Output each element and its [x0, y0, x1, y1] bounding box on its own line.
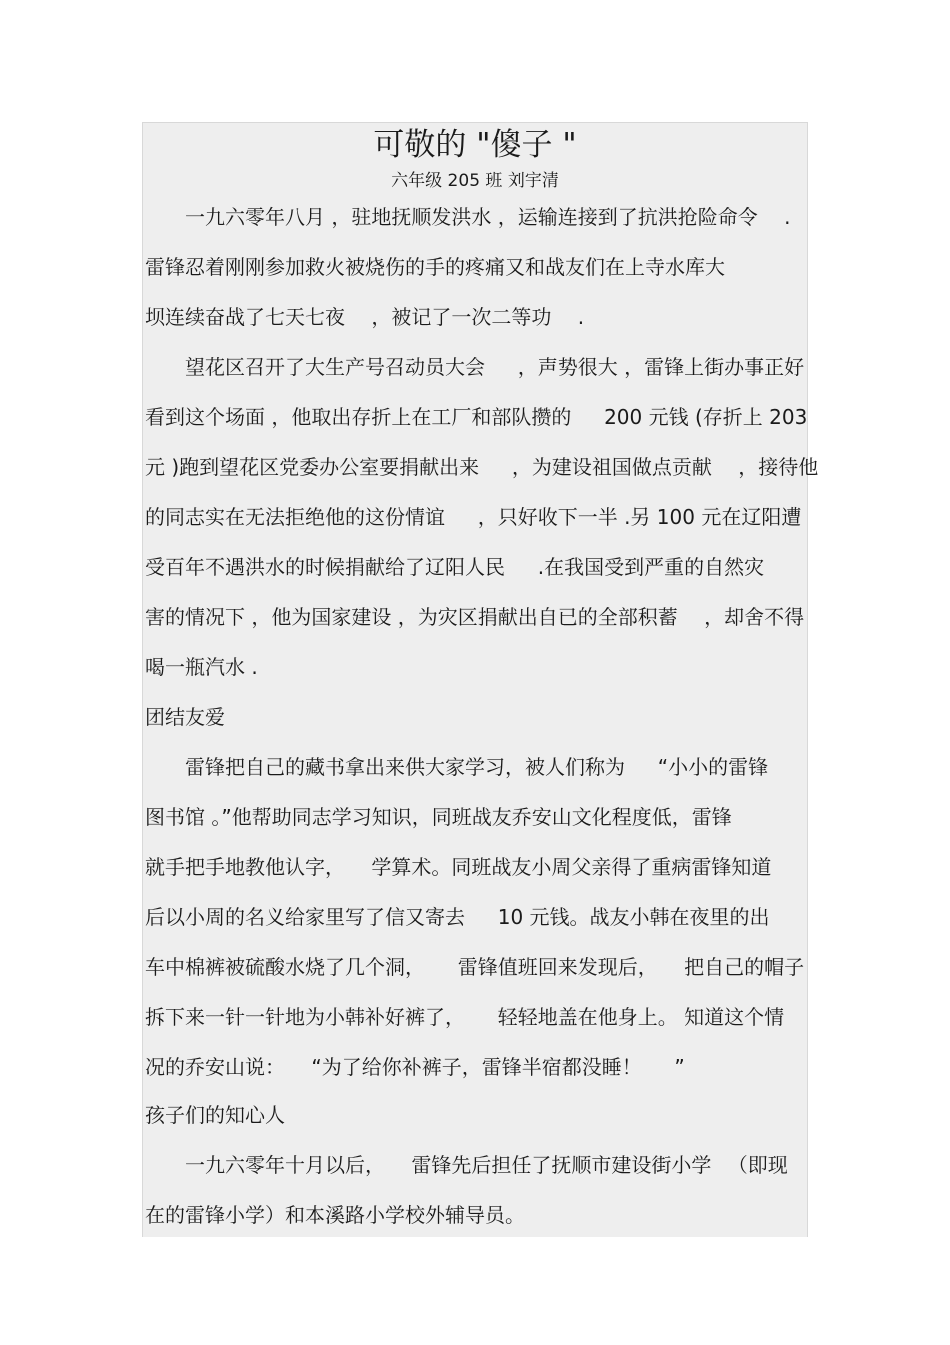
body-line: 后以小周的名义给家里写了信又寄去 10 元钱。战友小韩在夜里的出: [145, 905, 770, 929]
document-subtitle: 六年级 205 班 刘宇清: [391, 171, 559, 191]
body-line: 的同志实在无法拒绝他的这份情谊 ，只好收下一半 .另 100 元在辽阳遭: [145, 505, 802, 529]
body-line: 图书馆 。”他帮助同志学习知识，同班战友乔安山文化程度低，雷锋: [145, 805, 732, 829]
section-heading: 孩子们的知心人: [145, 1103, 285, 1127]
body-line: 一九六零年八月 ，驻地抚顺发洪水 ，运输连接到了抗洪抢险命令 .: [145, 205, 791, 229]
body-line: 一九六零年十月以后， 雷锋先后担任了抚顺市建设街小学 （即现: [145, 1153, 788, 1177]
body-line: 雷锋把自己的藏书拿出来供大家学习，被人们称为 “小小的雷锋: [145, 755, 769, 779]
body-line: 喝一瓶汽水 .: [145, 655, 258, 679]
body-line: 况的乔安山说： “为了给你补裤子，雷锋半宿都没睡！ ”: [145, 1055, 685, 1079]
body-line: 雷锋忍着刚刚参加救火被烧伤的手的疼痛又和战友们在上寺水库大: [145, 255, 725, 279]
body-line: 元 )跑到望花区党委办公室要捐献出来 ，为建设祖国做点贡献 ，接待他: [145, 455, 819, 479]
body-line: 受百年不遇洪水的时候捐献给了辽阳人民 .在我国受到严重的自然灾: [145, 555, 765, 579]
body-line: 看到这个场面 ，他取出存折上在工厂和部队攒的 200 元钱 (存折上 203: [145, 405, 808, 429]
body-line: 在的雷锋小学）和本溪路小学校外辅导员。: [145, 1203, 525, 1227]
body-line: 拆下来一针一针地为小韩补好裤了， 轻轻地盖在他身上。 知道这个情: [145, 1005, 785, 1029]
body-line: 坝连续奋战了七天七夜 ，被记了一次二等功 .: [145, 305, 585, 329]
body-line: 就手把手地教他认字， 学算术。同班战友小周父亲得了重病雷锋知道: [145, 855, 772, 879]
body-line: 车中棉裤被硫酸水烧了几个洞， 雷锋值班回来发现后， 把自己的帽子: [145, 955, 805, 979]
document-title: 可敬的 "傻子 ": [373, 127, 577, 163]
body-line: 望花区召开了大生产号召动员大会 ，声势很大 ，雷锋上街办事正好: [145, 355, 805, 379]
body-line: 害的情况下 ，他为国家建设 ，为灾区捐献出自已的全部积蓄 ，却舍不得: [145, 605, 805, 629]
section-heading: 团结友爱: [145, 705, 225, 729]
